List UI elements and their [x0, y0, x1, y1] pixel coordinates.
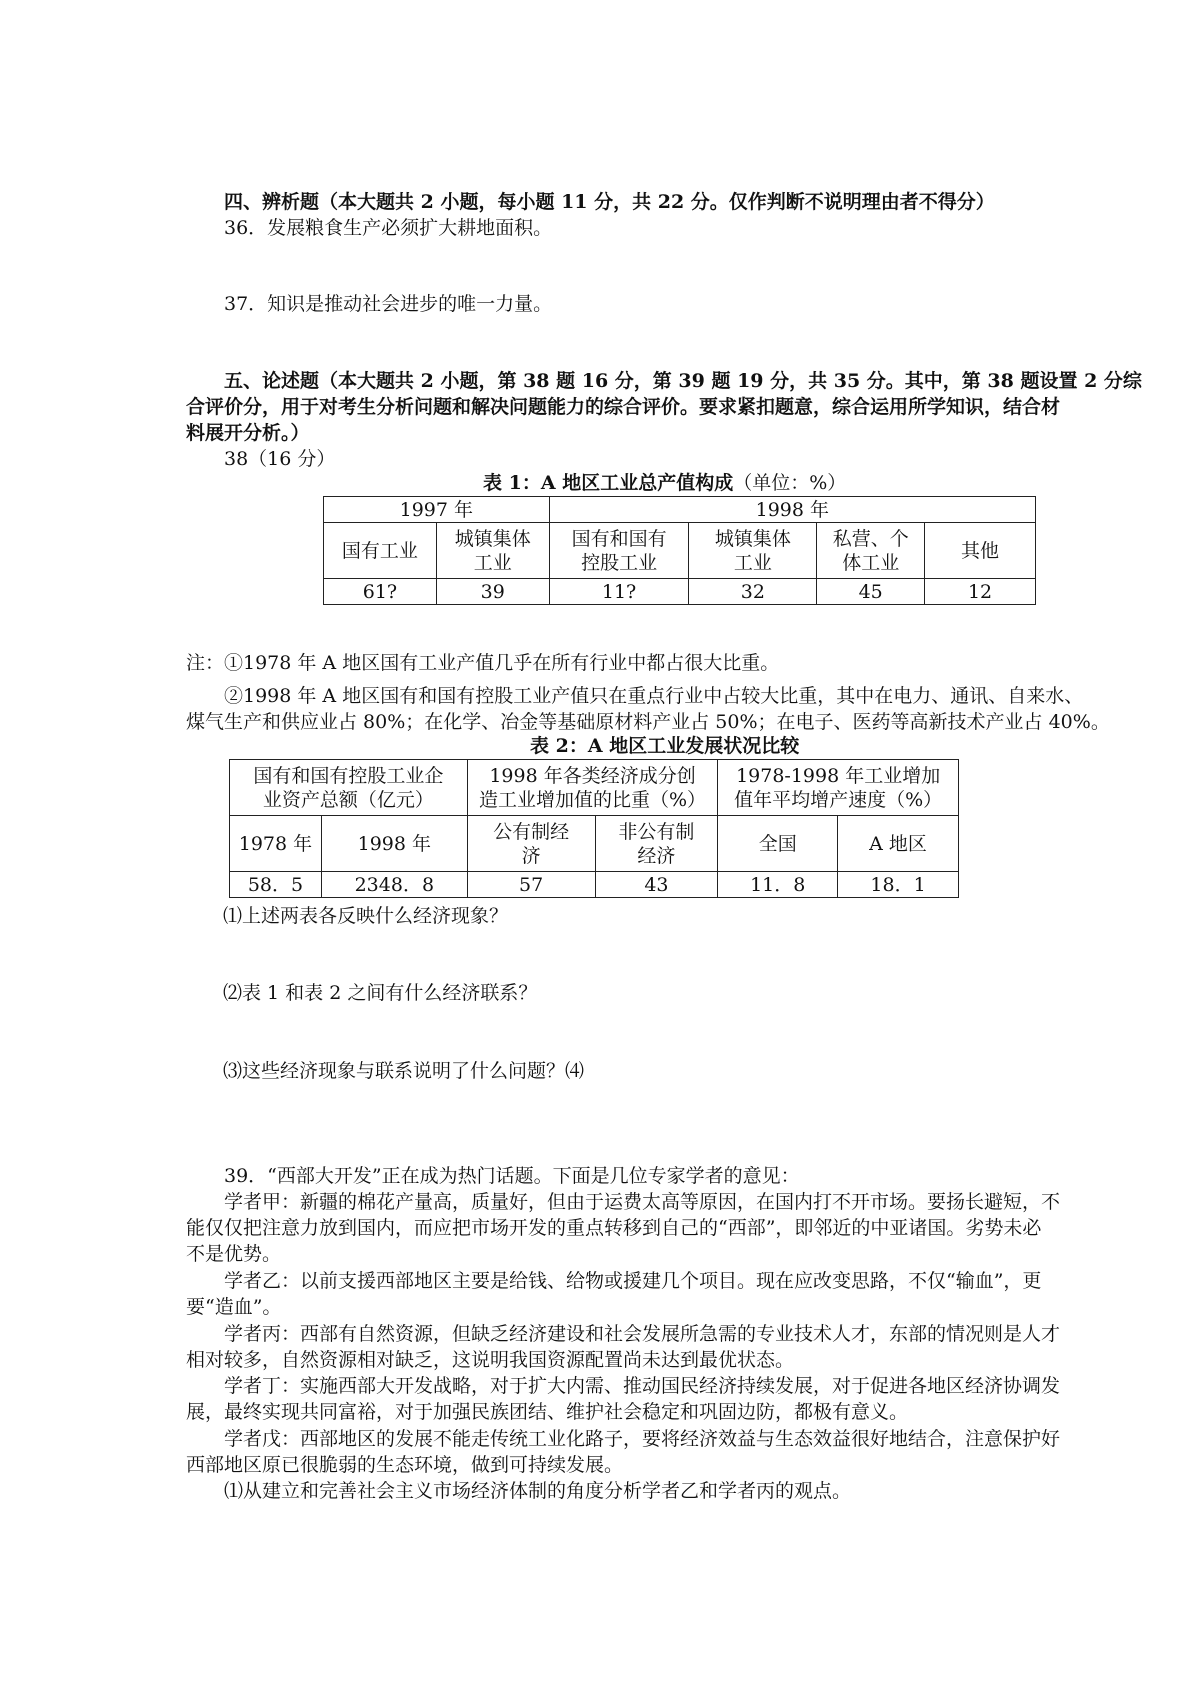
- scholar-bing-line-1: 学者丙：西部有自然资源，但缺乏经济建设和社会发展所急需的专业技术人才，东部的情况则是人才: [224, 1323, 1061, 1345]
- header-text: 1978-1998 年工业增加: [736, 764, 941, 787]
- header-text: 城镇集体: [714, 527, 791, 550]
- table-2-subheader: [321, 816, 467, 872]
- header-text: 业资产总额（亿元）: [262, 788, 434, 811]
- table-2-subheader: [467, 816, 595, 872]
- table-2-group-header: [230, 760, 468, 816]
- table-2-group-header: [467, 760, 718, 816]
- header-text: 工业: [473, 551, 512, 574]
- table-2-value: 18．1: [838, 872, 959, 898]
- table-1-value: 45: [817, 579, 925, 605]
- table-1-note-2-line-2: 煤气生产和供应业占 80%；在化学、冶金等基础原材料产业占 50%；在电子、医药等高新技术产业占 40%。: [186, 711, 1110, 733]
- header-text: 工业: [733, 551, 772, 574]
- table-1-header-cell: [817, 523, 925, 579]
- table-2-subheader: [595, 816, 718, 872]
- table-1-value: 32: [689, 579, 817, 605]
- table-1-header-cell: [689, 523, 817, 579]
- table-1-value: 39: [436, 579, 549, 605]
- table-1-value: 12: [925, 579, 1036, 605]
- question-38-sub-2: ⑵表 1 和表 2 之间有什么经济联系？: [223, 982, 538, 1004]
- header-text: 1998 年: [357, 832, 432, 855]
- question-36: 36．发展粮食生产必须扩大耕地面积。: [224, 217, 553, 239]
- table-1-caption: [483, 470, 846, 496]
- scholar-ding-line-1: 学者丁：实施西部大开发战略，对于扩大内需、推动国民经济持续发展，对于促进各地区经济协调发: [224, 1375, 1061, 1397]
- question-38-sub-3: ⑶这些经济现象与联系说明了什么问题？⑷: [223, 1060, 585, 1082]
- table-1: [323, 496, 1036, 605]
- scholar-bing-line-2: 相对较多，自然资源相对缺乏，这说明我国资源配置尚未达到最优状态。: [186, 1349, 795, 1371]
- header-text: 济: [521, 844, 541, 867]
- scholar-yi-line-1: 学者乙：以前支援西部地区主要是给钱、给物或援建几个项目。现在应改变思路，不仅“输血”，更: [224, 1270, 1042, 1292]
- header-text: 非公有制: [618, 820, 695, 843]
- scholar-jia-line-2: 能仅仅把注意力放到国内，而应把市场开发的重点转移到自己的“西部”，即邻近的中亚诸国。劣势未必: [186, 1217, 1042, 1239]
- header-text: 造工业增加值的比重（%）: [478, 788, 707, 811]
- table-1-header-cell: [925, 523, 1036, 579]
- question-38-label: 38（16 分）: [224, 448, 336, 470]
- header-text: 国有和国有控股工业企: [253, 764, 444, 787]
- table-1-note-2-line-1: ②1998 年 A 地区国有和国有控股工业产值只在重点行业中占较大比重，其中在电力、通讯、自来水、: [224, 685, 1084, 707]
- table-2-caption: 表 2：A 地区工业发展状况比较: [530, 735, 800, 757]
- scholar-wu-line-2: 西部地区原已很脆弱的生态环境，做到可持续发展。: [186, 1454, 624, 1476]
- scholar-wu-line-1: 学者戊：西部地区的发展不能走传统工业化路子，要将经济效益与生态效益很好地结合，注意保护好: [224, 1428, 1061, 1450]
- table-2-group-header: [718, 760, 959, 816]
- table-1-value: 61?: [324, 579, 437, 605]
- header-text: 公有制经: [493, 820, 570, 843]
- table-1-header-cell: [324, 523, 437, 579]
- table-2-value: 2348．8: [321, 872, 467, 898]
- table-2: [229, 759, 959, 898]
- table-1-note-1: 注：①1978 年 A 地区国有工业产值几乎在所有行业中都占很大比重。: [186, 652, 780, 674]
- header-text: 国有工业: [341, 539, 418, 562]
- table-2-subheader: [718, 816, 838, 872]
- table-1-value: 11?: [549, 579, 689, 605]
- header-text: 国有和国有: [571, 527, 667, 550]
- question-37: 37．知识是推动社会进步的唯一力量。: [224, 293, 553, 315]
- scholar-jia-line-1: 学者甲：新疆的棉花产量高，质量好，但由于运费太高等原因，在国内打不开市场。要扬长避短，不: [224, 1191, 1061, 1213]
- question-39-sub-1: ⑴从建立和完善社会主义市场经济体制的角度分析学者乙和学者丙的观点。: [224, 1480, 852, 1502]
- scholar-jia-line-3: 不是优势。: [186, 1243, 282, 1265]
- table-2-value: 57: [467, 872, 595, 898]
- table-1-year-1998: 1998 年: [549, 497, 1035, 523]
- header-text: 1998 年各类经济成分创: [489, 764, 696, 787]
- header-text: 私营、个: [832, 527, 909, 550]
- question-38-sub-1: ⑴上述两表各反映什么经济现象？: [223, 905, 509, 927]
- table-1-header-cell: [436, 523, 549, 579]
- header-text: 1978 年: [238, 832, 313, 855]
- table-2-subheader: [838, 816, 959, 872]
- table-1-unit: （单位：%）: [733, 472, 847, 494]
- header-text: 控股工业: [581, 551, 658, 574]
- scholar-ding-line-2: 展，最终实现共同富裕，对于加强民族团结、维护社会稳定和巩固边防，都极有意义。: [186, 1401, 909, 1423]
- table-1-title: 表 1：A 地区工业总产值构成: [483, 472, 734, 494]
- table-2-value: 43: [595, 872, 718, 898]
- header-text: 全国: [758, 832, 797, 855]
- section-5-heading-line-1: 五、论述题（本大题共 2 小题，第 38 题 16 分，第 39 题 19 分，共 35 分。其中，第 38 题设置 2 分综: [224, 370, 1142, 392]
- section-5-heading-line-3: 料展开分析。）: [186, 422, 310, 444]
- header-text: 其他: [961, 539, 1000, 562]
- header-text: 城镇集体: [454, 527, 531, 550]
- question-39-intro: 39．“西部大开发”正在成为热门话题。下面是几位专家学者的意见：: [224, 1165, 800, 1187]
- header-text: 体工业: [842, 551, 900, 574]
- header-text: 值年平均增产速度（%）: [734, 788, 943, 811]
- table-1-year-1997: 1997 年: [324, 497, 550, 523]
- header-text: 经济: [637, 844, 676, 867]
- table-2-value: 11．8: [718, 872, 838, 898]
- table-2-subheader: [230, 816, 322, 872]
- scholar-yi-line-2: 要“造血”。: [186, 1296, 282, 1318]
- section-4-heading: 四、辨析题（本大题共 2 小题，每小题 11 分，共 22 分。仅作判断不说明理由者不得分）: [224, 191, 995, 213]
- table-2-value: 58．5: [230, 872, 322, 898]
- header-text: A 地区: [869, 832, 927, 855]
- table-1-header-cell: [549, 523, 689, 579]
- section-5-heading-line-2: 合评价分，用于对考生分析问题和解决问题能力的综合评价。要求紧扣题意，综合运用所学知识，结合材: [186, 396, 1061, 418]
